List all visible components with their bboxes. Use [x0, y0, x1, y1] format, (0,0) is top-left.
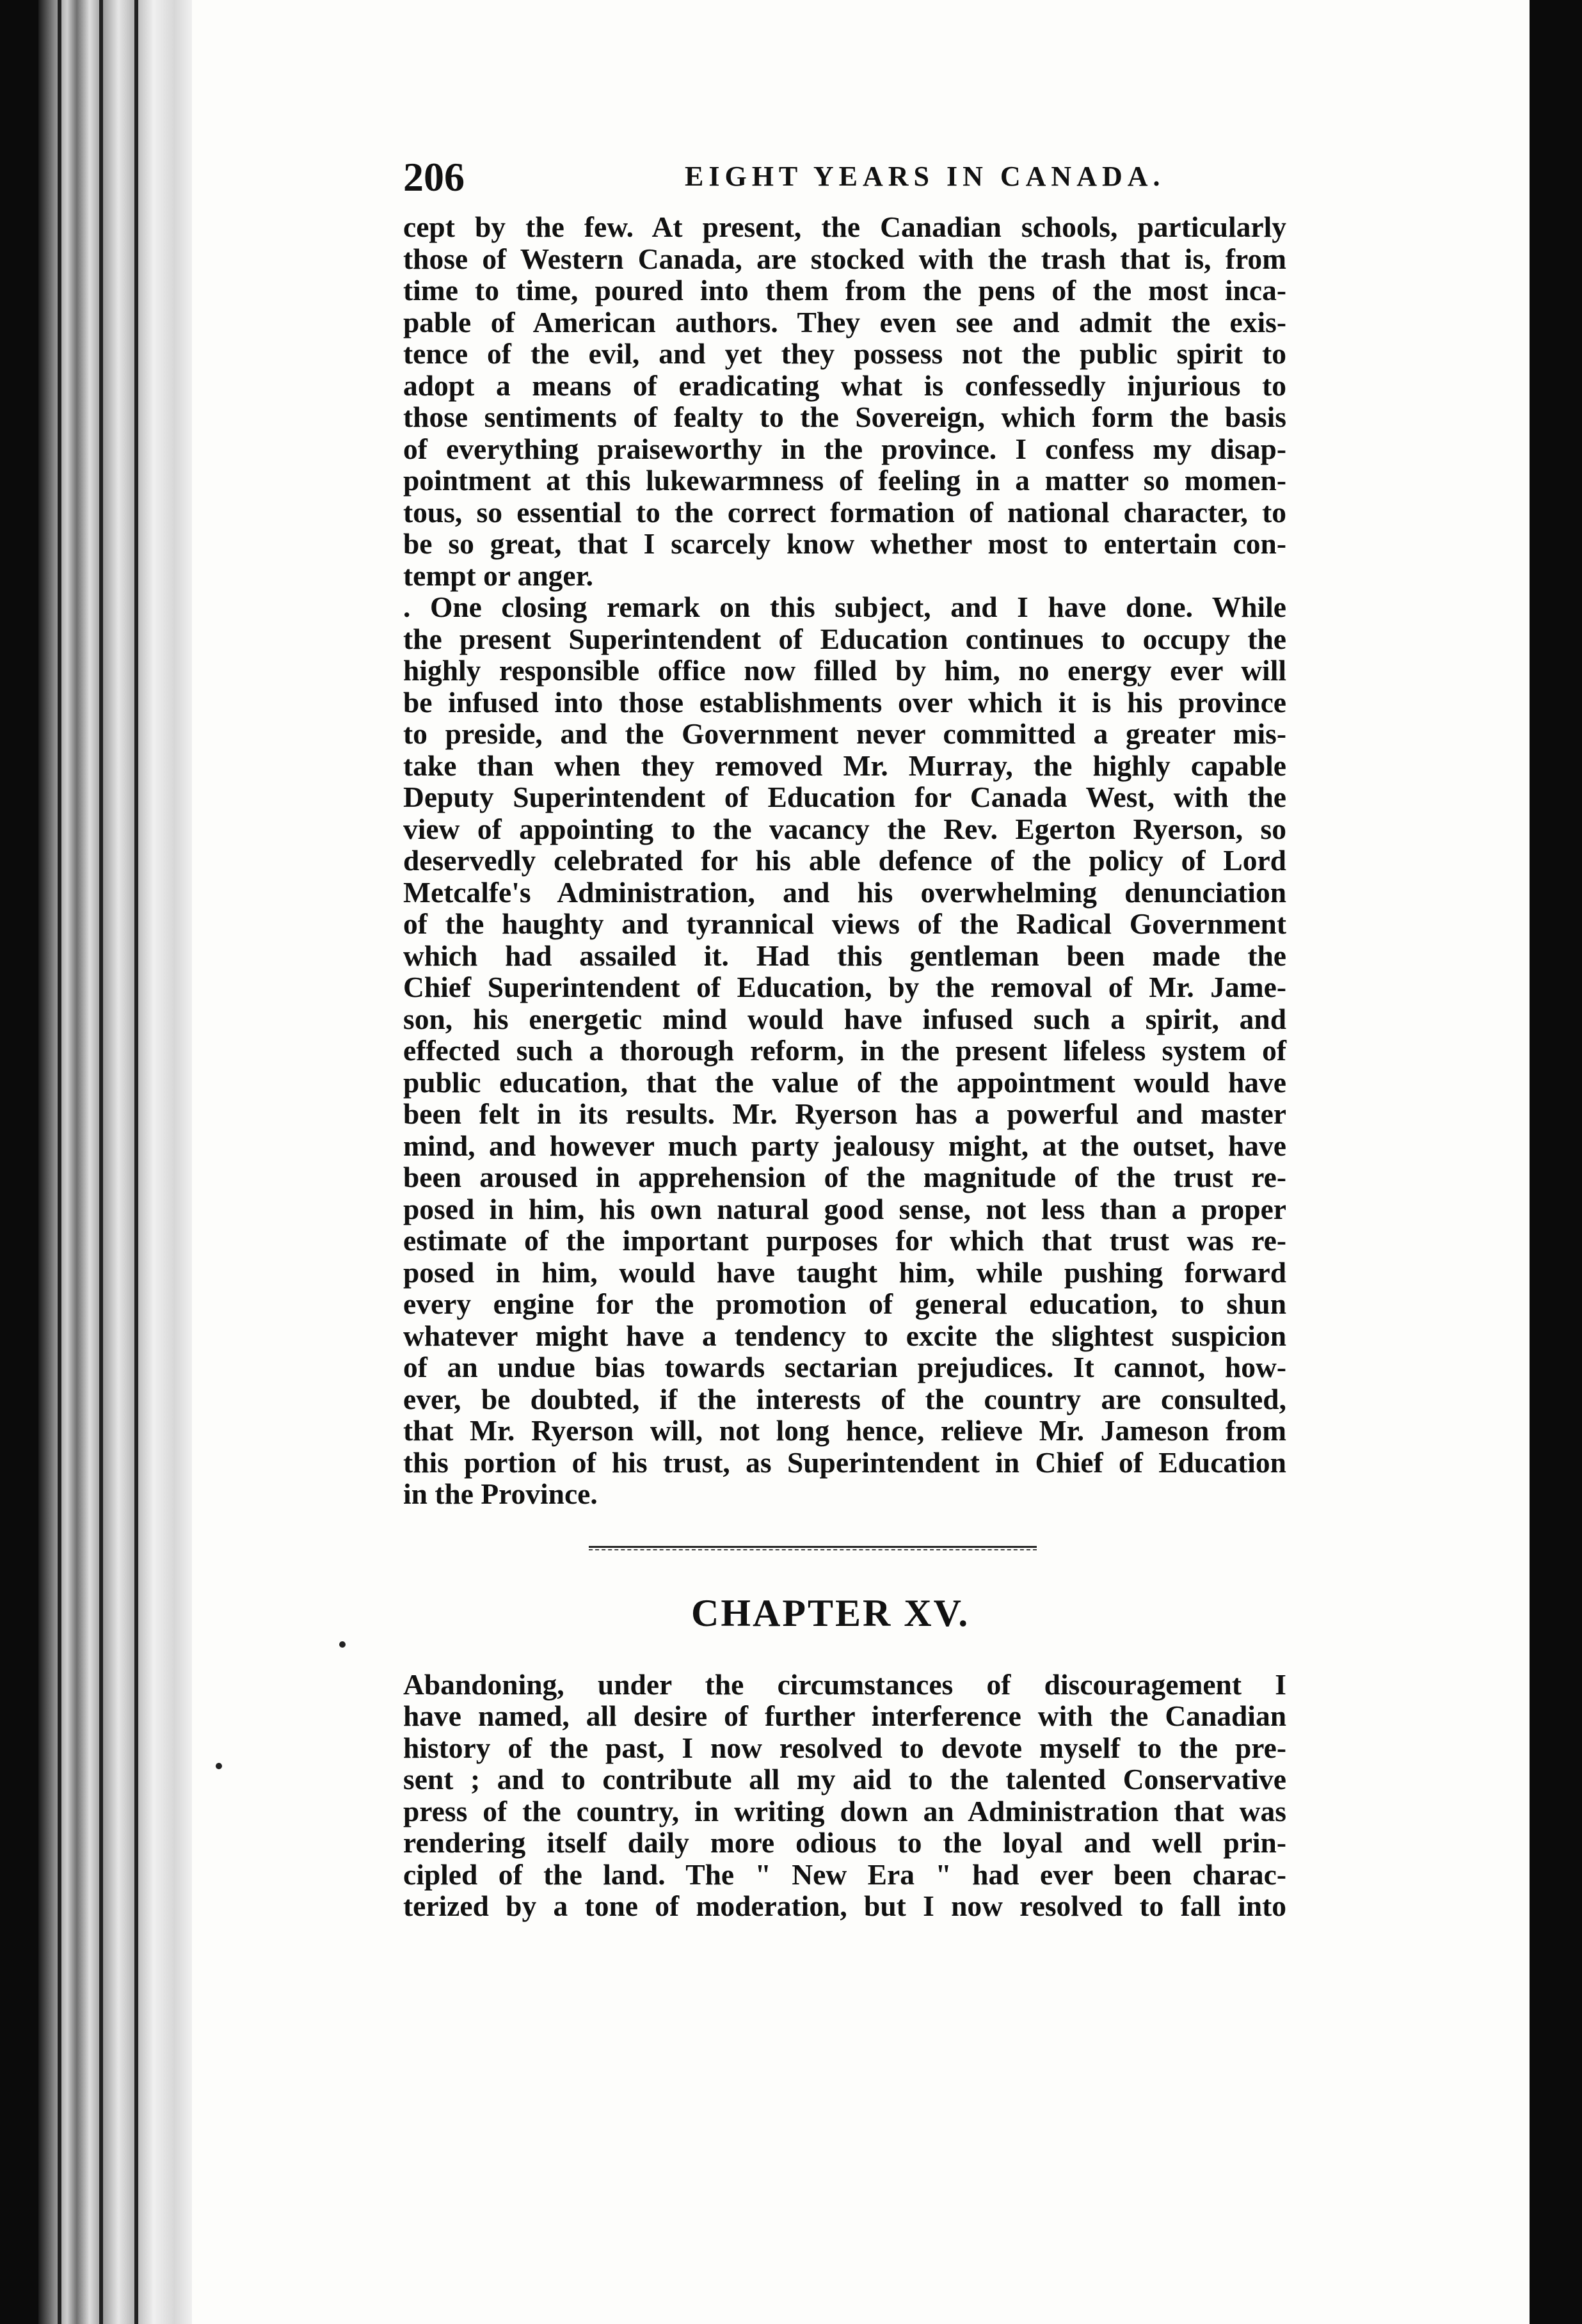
- text-line: public education, that the value of the appointment would have: [403, 1065, 1286, 1099]
- page-content: [403, 154, 1491, 1922]
- page-number: 206: [403, 154, 465, 200]
- text-line: in the Province.: [403, 1477, 598, 1510]
- book-gutter: [38, 0, 198, 2324]
- gutter-line: [134, 0, 138, 2324]
- text-line: cept by the few. At present, the Canadian schools, particularly: [403, 211, 1286, 243]
- text-line: mind, and however much party jealousy might, at the outset, have: [403, 1129, 1286, 1162]
- text-line: deservedly celebrated for his able defence of the policy of Lord: [403, 844, 1286, 877]
- text-line: be infused into those establishments over which it is his province: [403, 685, 1286, 719]
- section-divider: [589, 1546, 1037, 1553]
- text-line: time to time, poured into them from the pens of the most inca-: [403, 274, 1286, 306]
- text-line: Chief Superintendent of Education, by the removal of Mr. Jame-: [403, 971, 1286, 1003]
- text-line: view of appointing to the vacancy the Rev. Egerton Ryerson, so: [403, 812, 1286, 845]
- text-line: every engine for the promotion of general education, to shun: [403, 1287, 1286, 1320]
- text-line: . One closing remark on this subject, and I have done. While: [403, 591, 1286, 623]
- book-page: [192, 0, 1530, 2324]
- text-line: tempt or anger.: [403, 559, 593, 592]
- text-line: sent ; and to contribute all my aid to the talented Conservative: [403, 1763, 1286, 1795]
- text-line: take than when they removed Mr. Murray, the highly capable: [403, 749, 1286, 782]
- text-line: posed in him, his own natural good sense, not less than a proper: [403, 1192, 1286, 1225]
- text-line: ever, be doubted, if the interests of the country are consulted,: [403, 1382, 1286, 1415]
- text-line: tous, so essential to the correct formation of national character, to: [403, 495, 1286, 529]
- text-line: terized by a tone of moderation, but I now resolved to fall into: [403, 1890, 1286, 1922]
- text-line: highly responsible office now filled by him, no energy ever will: [403, 654, 1286, 687]
- text-line: pointment at this lukewarmness of feeling in a matter so momen-: [403, 464, 1286, 497]
- text-line: to preside, and the Government never committed a greater mis-: [403, 717, 1286, 750]
- text-line: those of Western Canada, are stocked with the trash that is, from: [403, 242, 1286, 275]
- text-line: press of the country, in writing down an Administration that was: [403, 1794, 1286, 1827]
- text-line: history of the past, I now resolved to devote myself to the pre-: [403, 1731, 1286, 1764]
- text-line: of the haughty and tyrannical views of the Radical Government: [403, 907, 1286, 940]
- text-line: cipled of the land. The " New Era " had ever been charac-: [403, 1858, 1286, 1891]
- text-line: pable of American authors. They even see and admit the exis-: [403, 305, 1286, 338]
- text-line: posed in him, would have taught him, while pushing forward: [403, 1255, 1286, 1289]
- text-line: this portion of his trust, as Superintendent in Chief of Education: [403, 1445, 1286, 1479]
- running-head: [403, 154, 1491, 211]
- running-title: EIGHT YEARS IN CANADA.: [685, 161, 1165, 192]
- text-line: Deputy Superintendent of Education for Canada West, with the: [403, 781, 1286, 813]
- text-line: adopt a means of eradicating what is confessedly injurious to: [403, 369, 1286, 402]
- chapter-heading: CHAPTER XV.: [691, 1591, 970, 1634]
- text-line: whatever might have a tendency to excite the slightest suspicion: [403, 1319, 1286, 1352]
- ink-spot: [339, 1641, 346, 1648]
- text-line: tence of the evil, and yet they possess not the public spirit to: [403, 337, 1286, 370]
- text-line: the present Superintendent of Education continues to occupy the: [403, 622, 1286, 655]
- text-line: that Mr. Ryerson will, not long hence, relieve Mr. Jameson from: [403, 1414, 1286, 1447]
- text-line: have named, all desire of further interference with the Canadian: [403, 1699, 1286, 1732]
- text-line: son, his energetic mind would have infused such a spirit, and: [403, 1002, 1286, 1035]
- text-line: been aroused in apprehension of the magnitude of the trust re-: [403, 1161, 1286, 1193]
- text-line: Metcalfe's Administration, and his overwhelming denunciation: [403, 875, 1286, 909]
- right-edge: [1530, 0, 1582, 2324]
- paragraph-1: [403, 211, 1491, 591]
- text-line: effected such a thorough reform, in the present lifeless system of: [403, 1034, 1286, 1067]
- ink-spot: [216, 1763, 222, 1769]
- gutter-line: [99, 0, 103, 2324]
- text-line: of an undue bias towards sectarian prejudices. It cannot, how-: [403, 1351, 1286, 1383]
- text-line: rendering itself daily more odious to the loyal and well prin-: [403, 1826, 1286, 1859]
- text-line: which had assailed it. Had this gentleman been made the: [403, 939, 1286, 972]
- chapter-paragraph: [403, 1669, 1491, 1922]
- text-line: estimate of the important purposes for which that trust was re-: [403, 1224, 1286, 1257]
- text-line: those sentiments of fealty to the Sovereign, which form the basis: [403, 401, 1286, 433]
- text-line: been felt in its results. Mr. Ryerson has a powerful and master: [403, 1097, 1286, 1130]
- text-line: be so great, that I scarcely know whether most to entertain con-: [403, 527, 1286, 560]
- text-line: of everything praiseworthy in the province. I confess my disap-: [403, 432, 1286, 465]
- gutter-line: [58, 0, 61, 2324]
- text-line: Abandoning, under the circumstances of discouragement I: [403, 1667, 1286, 1701]
- paragraph-2: [403, 591, 1491, 1510]
